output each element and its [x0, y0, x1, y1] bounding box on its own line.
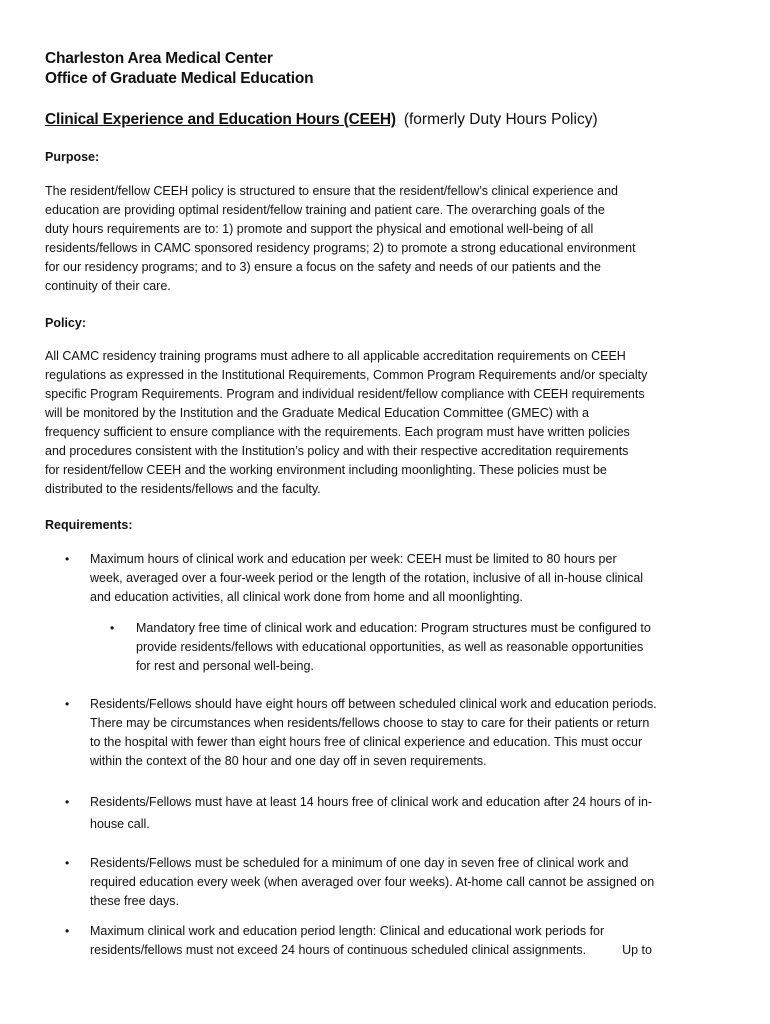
bullet-icon: • [65, 697, 70, 711]
policy-line: All CAMC residency training programs must adhere to all applicable accreditation requirements on CEEH [45, 349, 626, 363]
policy-line: frequency sufficient to ensure compliance with the requirements. Each program must have written policies [45, 425, 630, 439]
requirement-line [90, 941, 725, 960]
purpose-line: continuity of their care. [45, 279, 171, 293]
policy-line: and procedures consistent with the Institution’s policy and with their respective accreditation requirements [45, 444, 629, 458]
requirement-line: There may be circumstances when residents/fellows choose to stay to care for their patients or return [90, 716, 650, 730]
bullet-icon: • [65, 552, 70, 566]
bullet-icon: • [65, 795, 70, 809]
org-name: Charleston Area Medical Center [45, 50, 273, 67]
bullet-icon: • [65, 924, 70, 938]
purpose-line: duty hours requirements are to: 1) promote and support the physical and emotional well-being of all [45, 222, 594, 236]
requirement-item [45, 695, 725, 771]
requirement-line: week, averaged over a four-week period or the length of the rotation, inclusive of all in-house clinical [90, 571, 644, 585]
requirement-subitem [90, 619, 730, 676]
requirement-line: for rest and personal well-being. [136, 659, 314, 673]
policy-line: will be monitored by the Institution and the Graduate Medical Education Committee (GMEC) with a [45, 406, 590, 420]
purpose-paragraph [45, 182, 725, 296]
requirement-line: Residents/Fellows must be scheduled for a minimum of one day in seven free of clinical work and [90, 856, 629, 870]
requirement-line: Maximum hours of clinical work and education per week: CEEH must be limited to 80 hours per [90, 552, 617, 566]
policy-title-sub: (formerly Duty Hours Policy) [403, 111, 598, 128]
requirement-line: required education every week (when averaged over four weeks). At-home call cannot be assigned on [90, 875, 655, 889]
policy-line: regulations as expressed in the Institutional Requirements, Common Program Requirements and/or specialty [45, 368, 648, 382]
requirement-line-text: residents/fellows must not exceed 24 hours of continuous scheduled clinical assignments. [90, 943, 587, 957]
requirement-line: Residents/Fellows should have eight hours off between scheduled clinical work and education periods. [90, 697, 657, 711]
policy-heading: Policy: [45, 316, 86, 330]
requirement-line: Residents/Fellows must have at least 14 hours free of clinical work and education after 24 hours of in- [90, 795, 653, 809]
requirement-line: Mandatory free time of clinical work and education: Program structures must be configured to [136, 621, 651, 635]
purpose-line: education are providing optimal resident/fellow training and patient care. The overarching goals of the [45, 203, 605, 217]
policy-line: distributed to the residents/fellows and the faculty. [45, 482, 321, 496]
requirement-line: these free days. [90, 894, 179, 908]
office-name: Office of Graduate Medical Education [45, 70, 314, 87]
requirement-item [45, 922, 725, 960]
purpose-line: residents/fellows in CAMC sponsored residency programs; 2) to promote a strong educational environment [45, 241, 636, 255]
requirement-line: within the context of the 80 hour and one day off in seven requirements. [90, 754, 487, 768]
requirement-item [45, 854, 725, 911]
requirement-line: house call. [90, 817, 150, 831]
policy-line: for resident/fellow CEEH and the working environment including moonlighting. These policies must be [45, 463, 607, 477]
requirement-line: Maximum clinical work and education period length: Clinical and educational work periods for [90, 924, 605, 938]
requirement-item [45, 550, 725, 607]
purpose-line: The resident/fellow CEEH policy is structured to ensure that the resident/fellow’s clinical experience and [45, 184, 618, 198]
policy-title [45, 111, 598, 129]
purpose-line: for our residency programs; and to 3) ensure a focus on the safety and needs of our patients and the [45, 260, 601, 274]
bullet-icon: • [65, 856, 70, 870]
requirement-line: and education activities, all clinical work done from home and all moonlighting. [90, 590, 523, 604]
policy-title-main: Clinical Experience and Education Hours (CEEH) [45, 111, 396, 128]
requirement-line: to the hospital with fewer than eight hours free of clinical experience and education. This must occur [90, 735, 643, 749]
policy-paragraph [45, 347, 725, 499]
requirement-item [45, 791, 725, 835]
bullet-icon: • [110, 621, 115, 635]
policy-line: specific Program Requirements. Program and individual resident/fellow compliance with CEEH requirements [45, 387, 645, 401]
purpose-heading: Purpose: [45, 150, 100, 164]
requirements-heading: Requirements: [45, 518, 133, 532]
requirement-line-trailing: Up to [622, 943, 652, 957]
requirement-line: provide residents/fellows with educational opportunities, as well as reasonable opportunities [136, 640, 644, 654]
